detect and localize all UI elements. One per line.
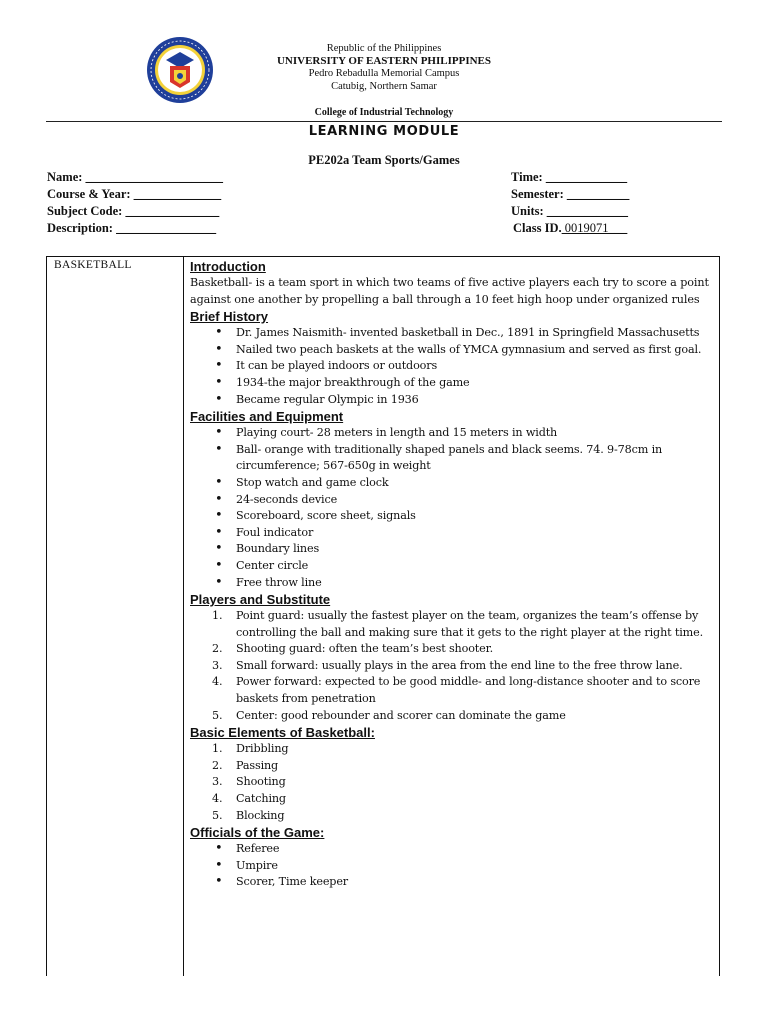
section-title-facilities: Facilities and Equipment: [190, 409, 344, 425]
list-item: • Playing court- 28 meters in length and 15 meters in width: [190, 425, 716, 442]
list-item: [190, 758, 716, 775]
list-item: [190, 741, 716, 758]
units-field: [511, 204, 628, 219]
officials-list: [190, 841, 716, 891]
list-number: 4.: [212, 675, 223, 689]
header-university: UNIVERSITY OF EASTERN PHILIPPINES: [276, 55, 492, 67]
list-item: • Nailed two peach baskets at the walls of YMCA gymnasium and served as first goal.: [190, 342, 716, 359]
course-year-value: ______________: [133, 187, 222, 201]
name-value: ______________________: [85, 170, 224, 184]
list-number: 2.: [212, 758, 223, 772]
elements-list: [190, 741, 716, 824]
list-number: 3.: [212, 658, 223, 672]
name-field: [47, 170, 223, 185]
list-item: • Free throw line: [190, 575, 716, 592]
list-number: 1.: [212, 609, 223, 623]
players-list: [190, 608, 716, 724]
name-label: Name:: [47, 170, 83, 184]
officials-title-text: Officials of the Game: [190, 825, 321, 841]
list-number: 5.: [212, 708, 223, 722]
semester-field: [511, 187, 629, 202]
list-item-text: Point guard: usually the fastest player on the team, organizes the team’s offense by controlling the ball and making sure that it gets to the right player at the right time.: [236, 609, 703, 639]
section-title-introduction: Introduction: [190, 259, 266, 274]
description-field: [47, 221, 216, 236]
header-campus: Pedro Rebadulla Memorial Campus: [308, 68, 460, 79]
list-item: [190, 791, 716, 808]
semester-value: __________: [566, 187, 630, 201]
class-id-label: Class ID.: [513, 221, 562, 235]
facilities-list: [190, 425, 716, 591]
module-title: LEARNING MODULE: [308, 124, 460, 139]
list-item: • Center circle: [190, 558, 716, 575]
list-item: [190, 708, 716, 725]
list-item: • It can be played indoors or outdoors: [190, 358, 716, 375]
list-item: [190, 641, 716, 658]
time-label: Time:: [511, 170, 543, 184]
list-number: 1.: [212, 742, 223, 756]
list-item: • Stop watch and game clock: [190, 475, 716, 492]
table-column-divider: [183, 256, 184, 976]
list-item: • Dr. James Naismith- invented basketball in Dec., 1891 in Springfield Massachusetts: [190, 325, 716, 342]
list-item-text: Passing: [236, 758, 279, 772]
description-label: Description:: [47, 221, 113, 235]
semester-label: Semester:: [511, 187, 564, 201]
list-item-text: Center: good rebounder and scorer can dominate the game: [236, 708, 566, 722]
list-item-text: Blocking: [236, 808, 285, 822]
list-number: 4.: [212, 792, 223, 806]
list-item-text: Catching: [236, 792, 286, 806]
list-item: • Boundary lines: [190, 541, 716, 558]
list-item: • Umpire: [190, 858, 716, 875]
description-value: ________________: [116, 221, 217, 235]
list-item: • Became regular Olympic in 1936: [190, 392, 716, 409]
header-college: College of Industrial Technology: [314, 107, 454, 118]
section-title-players: Players and Substitute: [190, 592, 331, 608]
section-title-brief-history: Brief History: [190, 309, 269, 325]
list-item-text: Shooting: [236, 775, 286, 789]
time-value: _____________: [545, 170, 628, 184]
section-title-basic-elements: Basic Elements of Basketball:: [190, 725, 375, 741]
list-item-text: Shooting guard: often the team’s best shooter.: [236, 642, 493, 656]
list-item: • Foul indicator: [190, 525, 716, 542]
list-item: [190, 658, 716, 675]
list-item: • Scorer, Time keeper: [190, 874, 716, 891]
list-item: • 24-seconds device: [190, 492, 716, 509]
list-item: • Referee: [190, 841, 716, 858]
time-field: [511, 170, 627, 185]
lesson-content: [190, 258, 716, 891]
list-number: 5.: [212, 808, 223, 822]
course-title: PE202a Team Sports/Games: [308, 153, 460, 167]
list-item: • 1934-the major breakthrough of the game: [190, 375, 716, 392]
list-item: • Ball- orange with traditionally shaped panels and black seems. 74. 9-78cm in circumference; 567-650g in weight: [190, 442, 716, 475]
history-list: [190, 325, 716, 408]
intro-paragraph: Basketball- is a team sport in which two teams of five active players each try to score a point against one another by propelling a ball through a 10 feet high hoop under organized rules: [190, 276, 709, 306]
topic-label: BASKETBALL: [54, 259, 132, 271]
list-item: [190, 774, 716, 791]
list-item: [190, 608, 716, 641]
course-year-label: Course & Year:: [47, 187, 131, 201]
units-value: _____________: [546, 204, 629, 218]
subject-code-label: Subject Code:: [47, 204, 123, 218]
list-item: • Scoreboard, score sheet, signals: [190, 508, 716, 525]
section-title-officials: [190, 824, 716, 841]
units-label: Units:: [511, 204, 544, 218]
list-item-text: Dribbling: [236, 742, 289, 756]
list-item-text: Small forward: usually plays in the area from the end line to the free throw lane.: [236, 658, 683, 672]
course-year-field: [47, 187, 221, 202]
class-id-value: 0019071___: [561, 221, 628, 235]
class-id-field: [513, 221, 627, 236]
list-number: 3.: [212, 775, 223, 789]
subject-code-value: _______________: [125, 204, 220, 218]
header-location: Catubig, Northern Samar: [331, 81, 437, 92]
subject-code-field: [47, 204, 219, 219]
header-republic: Republic of the Philippines: [326, 43, 442, 54]
list-number: 2.: [212, 642, 223, 656]
list-item: [190, 808, 716, 825]
officials-title-colon: :: [320, 825, 325, 841]
list-item: [190, 674, 716, 707]
header-divider: [46, 121, 722, 122]
list-item-text: Power forward: expected to be good middle- and long-distance shooter and to score baskets from penetration: [236, 675, 701, 706]
